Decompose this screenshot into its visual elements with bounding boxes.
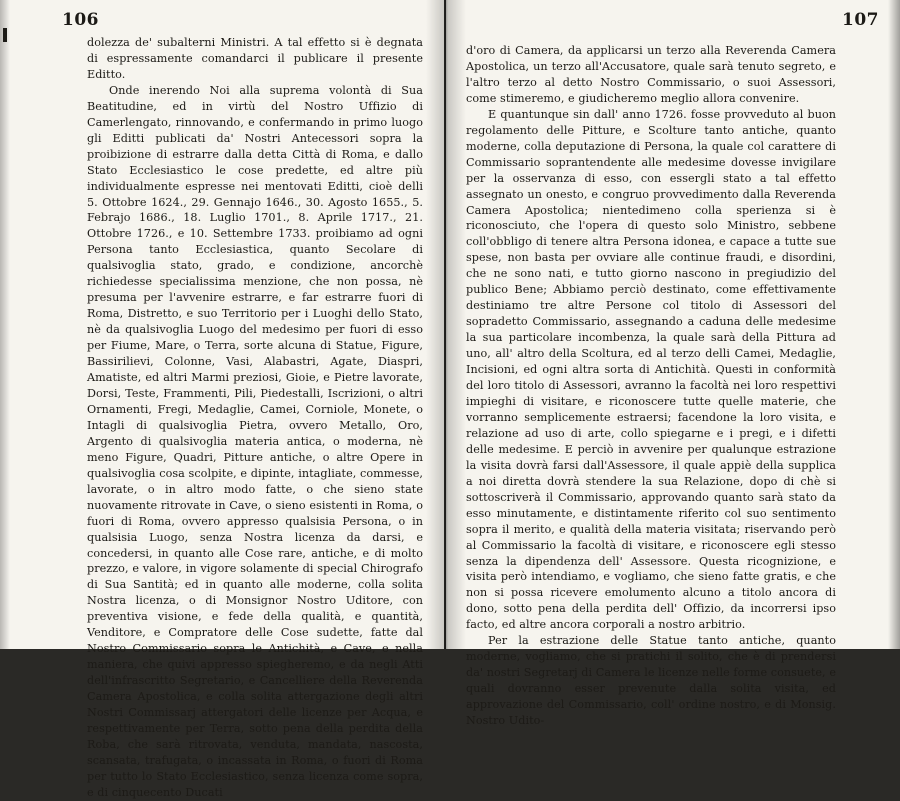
paragraph: Onde inerendo Noi alla suprema volontà di Sua Beatitudine, ed in virtù del Nostro Uffizio di Camerlengato, rinnovando, e confermando in primo luogo gli Editti publicati da' Nostri Antecessori sopra la proibizione di estrarre dalla detta Città di Roma, e dallo Stato Ecclesiastico le cose predette, ed altre più individualmente espresse nei mentovati Editti, cioè delli 5. Ottobre 1624., 29. Gennajo 1646., 30. Agosto 1655., 5. Febrajo 1686., 18. Luglio 1701., 8. Aprile 1717., 21. Ottobre 1726., e 10. Settembre 1733. proibiamo ad ogni Persona tanto Ecclesiastica, quanto Secolare di qualsivoglia stato, grado, e condizione, ancorchè richiedesse specialissima menzione, che non possa, nè presuma per l'avvenire estrarre, e far estrarre fuori di Roma, Distretto, e suo Territorio per i Luoghi dello Stato, nè da qualsivoglia Luogo del medesimo per fuori di esso per Fiume, Mare, o Terra, sorte alcuna di Statue, Figure, Bassirilievi, Colonne, Vasi, Alabastri, Agate, Diaspri, Amatiste, ed altri Marmi preziosi, Gioie, e Pietre lavorate, Dorsi, Teste, Frammenti, Pili, Piedestalli, Iscrizioni, o altri Ornamenti, Fregi, Medaglie, Camei, Corniole, Monete, o Intagli di qualsivoglia Pietra, ovvero Metallo, Oro, Argento di qualsivoglia materia antica, o moderna, nè meno Figure, Quadri, Pitture antiche, o altre Opere in qualsivoglia cosa scolpite, e dipinte, intagliate, commesse, lavorate, o in altro modo fatte, o che sieno state nuovamente ritrovate in Cave, o sieno esistenti in Roma, o fuori di Roma, ovvero appresso qualsisia Persona, o in qualsisia Luogo, senza Nostra licenza da darsi, e concedersi, in quanto alle Cose rare, antiche, e di molto prezzo, e valore, in vigore solamente di special Chirografo di Sua Santità; ed in quanto alle moderne, colla solita Nostra licenza, o di Monsignor Nostro Uditore, con preventiva visione, e fede della qualità, e quantità, Venditore, e Compratore delle Cose sudette, fatte dal Nostro Commissario sopra le Antichità, e Cave, e nella maniera, che quivi appresso spiegheremo, e da negli Atti dell'infrascritto Segretario, e Cancelliere della Reverenda Camera Apostolica, e colla solita attergazione degli altri Nostri Commissarj attergatori delle licenze per Acqua, e respettivamente per Terra, sotto pena della perdita della Roba, che sarà ritrovata, venduta, mandata, nascosta, scansata, trafugata, o incassata in Roma, o fuori di Roma per tutto lo Stato Ecclesiastico, senza licenza come sopra, e di cinquecento Ducati	[87, 83, 423, 799]
page-text	[466, 43, 836, 729]
margin-mark	[3, 28, 7, 42]
page-number: 107	[842, 10, 879, 30]
paragraph: dolezza de' subalterni Ministri. A tal effetto si è degnata di espressamente comandarci il publicare il presente Editto.	[87, 36, 423, 81]
paragraph: E quantunque sin dall' anno 1726. fosse provveduto al buon regolamento delle Pitture, e Scolture tanto antiche, quanto moderne, colla deputazione di Persona, la quale col carattere di Commissario soprantendente alle medesime dovesse invigilare per la osservanza di esso, con essergli stato a tal effetto assegnato un onesto, e congruo provvedimento dalla Reverenda Camera Apostolica; nientedimeno colla sperienza si è riconosciuto, che l'opera di questo solo Ministro, sebbene coll'obbligo di tenere altra Persona idonea, e capace a tutte sue spese, non basta per ovviare alle continue fraudi, e disordini, che ne sono nati, e tutto giorno nascono in pregiudizio del publico Bene; Abbiamo perciò destinato, come effettivamente destiniamo tre altre Persone col titolo di Assessori del sopradetto Commissario, assegnando a caduna delle medesime la sua particolare incombenza, la quale sarà della Pittura ad uno, all' altro della Scoltura, ed al terzo delli Camei, Medaglie, Incisioni, ed ogni altra sorta di Antichità. Questi in conformità del loro titolo di Assessori, avranno la facoltà nei loro respettivi impieghi di visitare, e riconoscere tutte quelle materie, che vorranno semplicemente estraersi; facendone la loro visita, e relazione ad uso di arte, collo spiegarne e i pregi, e i difetti delle medesime. E perciò in avvenire per qualunque estrazione la visita dovrà farsi dall'Assessore, il quale appiè della supplica a noi diretta dovrà stendere la sua Relazione, dopo di chè si sottoscriverà il Commissario, approvando quanto sarà stato da esso minutamente, e distintamente riferito col suo sentimento sopra il merito, e qualità della materia visitata; riservando però al Commissario la facoltà di visitare, e riconoscere egli stesso senza la dipendenza dell' Assessore. Questa ricognizione, e visita però intendiamo, e vogliamo, che sieno fatte gratis, e che non si possa ricevere emolumento alcuno a titolo ancora di dono, sotto pena della perdita dell' Offizio, da incorrersi ipso facto, ed altre ancora corporali a nostro arbitrio.	[466, 107, 836, 632]
paragraph: Per la estrazione delle Statue tanto antiche, quanto moderne, vogliamo, che si pratichi il solito, che è di prendersi da' nostri Segretarj di Camera le licenze nelle forme consuete, e quali dovranno esser prevenute dalla solita visita, ed approvazione del Commissario, coll' ordine nostro, e di Monsig. Nostro Udito-	[466, 634, 836, 728]
page-number: 106	[62, 10, 99, 30]
page-edge-shadow	[0, 0, 10, 649]
right-page	[446, 0, 900, 728]
paragraph: d'oro di Camera, da applicarsi un terzo alla Reverenda Camera Apostolica, un terzo all'Accusatore, quale sarà tenuto segreto, e l'altro terzo al detto Nostro Commissario, o suoi Assessori, come stimeremo, e giudicheremo meglio allora convenire.	[466, 44, 836, 105]
page-text	[87, 35, 423, 801]
left-page	[0, 0, 444, 799]
page-edge-shadow	[888, 0, 900, 649]
